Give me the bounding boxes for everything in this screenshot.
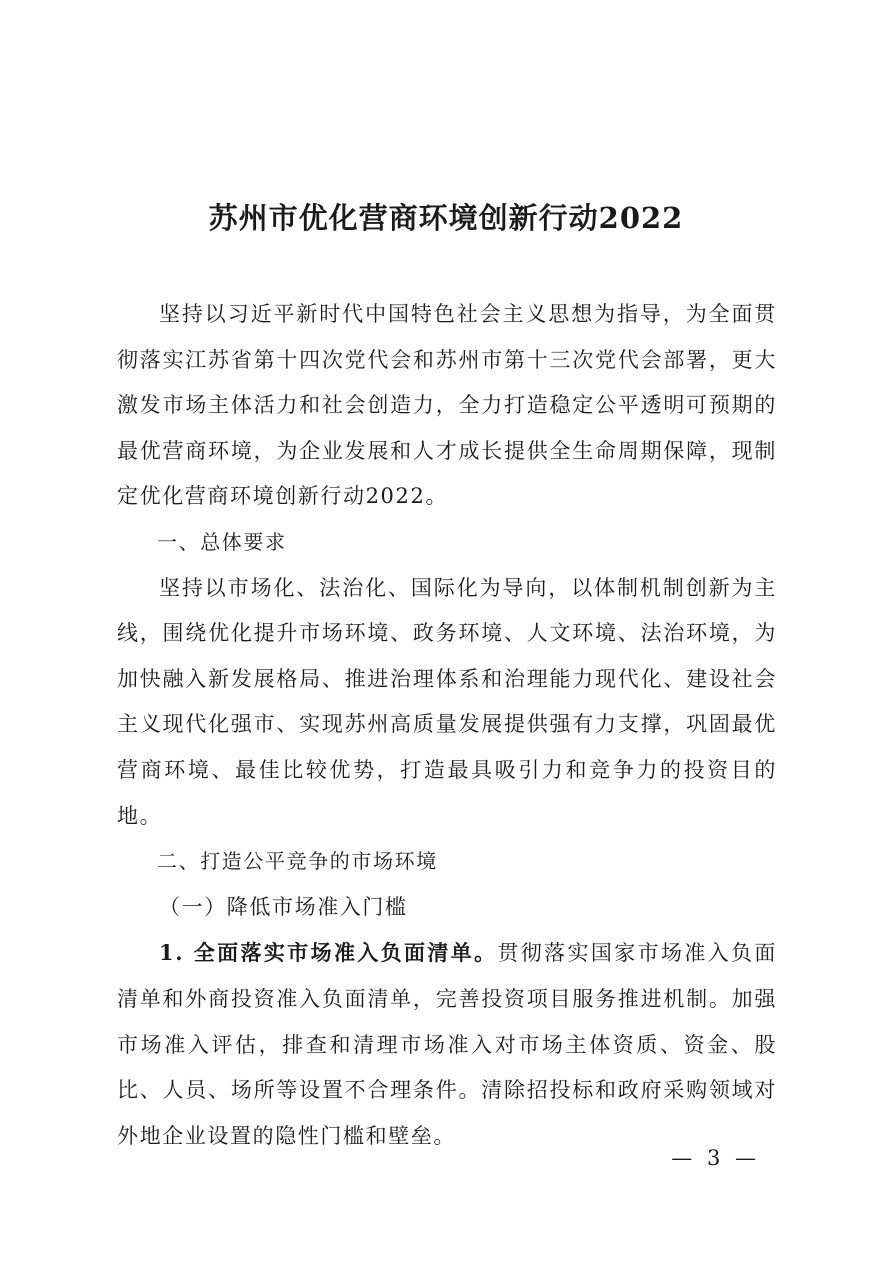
item-lead-title: 1. 全面落实市场准入负面清单。 xyxy=(159,940,498,966)
section-heading-market-environment: 二、打造公平竞争的市场环境 xyxy=(157,849,438,874)
subsection-heading-market-access: （一）降低市场准入门槛 xyxy=(159,894,408,919)
general-requirements-paragraph: 坚持以市场化、法治化、国际化为导向，以体制机制创新为主线，围绕优化提升市场环境、政务环境、人文环境、法治环境，为加快融入新发展格局、推进治理体系和治理能力现代化、建设社会主义现代化强市、实现苏州高质量发展提供强有力支撑，巩固最优营商环境、最佳比较优势，打造最具吸引力和竞争力的投资目的地。 xyxy=(117,575,777,828)
document-title: 苏州市优化营商环境创新行动2022 xyxy=(208,201,684,235)
section-heading-general-requirements: 一、总体要求 xyxy=(157,529,287,554)
item-body-text: 贯彻落实国家市场准入负面清单和外商投资准入负面清单，完善投资项目服务推进机制。加强市场准入评估，排查和清理市场准入对市场主体资质、资金、股比、人员、场所等设置不合理条件。清除招投标和政府采购领域对外地企业设置的隐性门槛和壁垒。 xyxy=(117,941,777,1148)
item-paragraph-negative-list xyxy=(117,930,777,1159)
intro-paragraph: 坚持以习近平新时代中国特色社会主义思想为指导，为全面贯彻落实江苏省第十四次党代会和苏州市第十三次党代会部署，更大激发市场主体活力和社会创造力，全力打造稳定公平透明可预期的最优营商环境，为企业发展和人才成长提供全生命周期保障，现制定优化营商环境创新行动2022。 xyxy=(117,302,777,509)
page-number: — 3 — xyxy=(671,1146,760,1170)
document-body xyxy=(117,292,777,1159)
